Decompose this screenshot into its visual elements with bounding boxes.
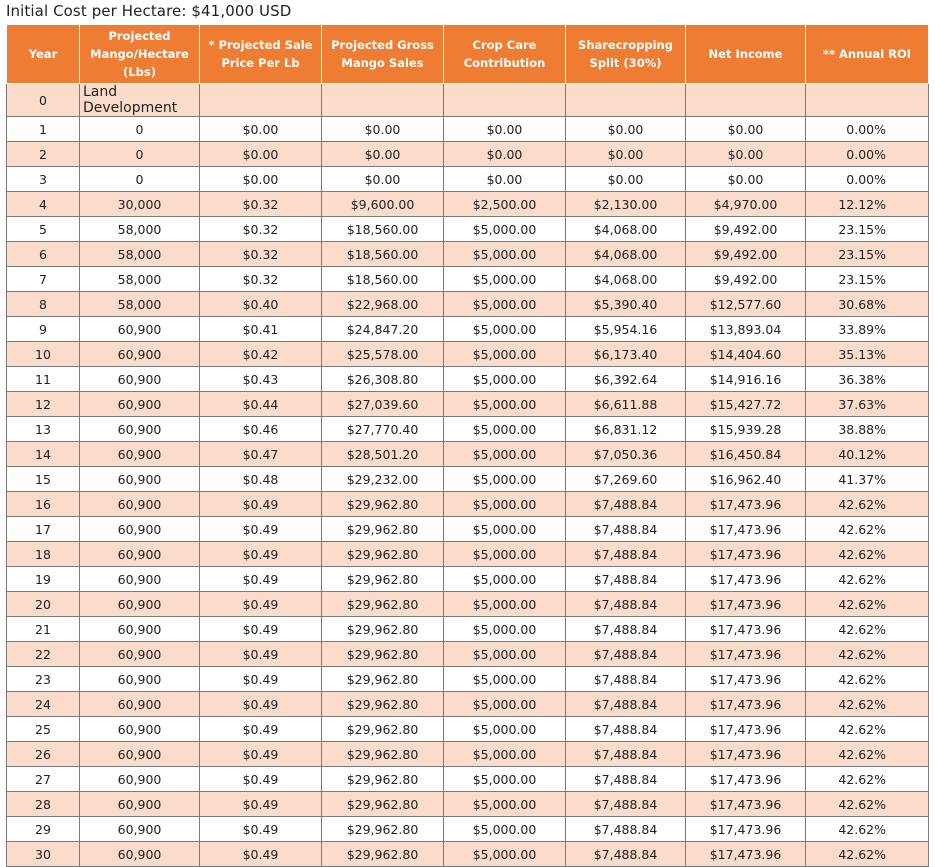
table-row: [7, 84, 929, 117]
cell-net-income: $4,970.00: [686, 192, 806, 217]
cell-sale-price: $0.49: [200, 717, 322, 742]
cell-gross-sales: $29,962.80: [322, 692, 444, 717]
cell-crop-care: $5,000.00: [444, 717, 566, 742]
cell-year: 14: [7, 442, 80, 467]
cell-sale-price: $0.32: [200, 217, 322, 242]
cell-net-income: $17,473.96: [686, 717, 806, 742]
table-row: [7, 242, 929, 267]
cell-crop-care: $5,000.00: [444, 292, 566, 317]
cell-sale-price: $0.49: [200, 792, 322, 817]
cell-crop-care: $5,000.00: [444, 767, 566, 792]
cell-mango-lbs: 58,000: [80, 217, 200, 242]
cell-sale-price: $0.49: [200, 542, 322, 567]
cell-net-income: $17,473.96: [686, 692, 806, 717]
cell-annual-roi: 42.62%: [806, 642, 929, 667]
cell-annual-roi: 35.13%: [806, 342, 929, 367]
cell-net-income: $0.00: [686, 167, 806, 192]
cell-year: 5: [7, 217, 80, 242]
cell-net-income: $13,893.04: [686, 317, 806, 342]
cell-gross-sales: $29,962.80: [322, 567, 444, 592]
cell-sharecropping: $5,390.40: [566, 292, 686, 317]
cell-gross-sales: $29,962.80: [322, 517, 444, 542]
cell-sale-price: $0.48: [200, 467, 322, 492]
table-row: [7, 567, 929, 592]
cell-sharecropping: $6,173.40: [566, 342, 686, 367]
table-row: [7, 217, 929, 242]
cell-gross-sales: $18,560.00: [322, 217, 444, 242]
cell-mango-lbs: 0: [80, 117, 200, 142]
cell-mango-lbs: 60,900: [80, 542, 200, 567]
cell-gross-sales: $29,962.80: [322, 817, 444, 842]
cell-sharecropping: $7,488.84: [566, 667, 686, 692]
cell-year: 7: [7, 267, 80, 292]
cell-sale-price: $0.49: [200, 592, 322, 617]
cell-year: 28: [7, 792, 80, 817]
cell-sale-price: $0.32: [200, 267, 322, 292]
cell-mango-lbs: 60,900: [80, 767, 200, 792]
cell-sale-price: $0.49: [200, 842, 322, 867]
header-mango-per-hectare: Projected Mango/Hectare (Lbs): [80, 25, 200, 84]
cell-mango-lbs: 60,900: [80, 342, 200, 367]
cell-net-income: $12,577.60: [686, 292, 806, 317]
cell-annual-roi: 40.12%: [806, 442, 929, 467]
cell-sharecropping: $6,611.88: [566, 392, 686, 417]
cell-sharecropping: $6,392.64: [566, 367, 686, 392]
cell-gross-sales: $29,962.80: [322, 767, 444, 792]
cell-net-income: $17,473.96: [686, 567, 806, 592]
cell-gross-sales: $18,560.00: [322, 267, 444, 292]
cell-net-income: $16,962.40: [686, 467, 806, 492]
cell-year: 22: [7, 642, 80, 667]
cell-gross-sales: $24,847.20: [322, 317, 444, 342]
cell-mango-lbs: 58,000: [80, 242, 200, 267]
cell-mango-lbs: 60,900: [80, 692, 200, 717]
cell-gross-sales: $29,232.00: [322, 467, 444, 492]
table-row: [7, 817, 929, 842]
cell-mango-lbs: 60,900: [80, 317, 200, 342]
cell-crop-care: $5,000.00: [444, 492, 566, 517]
cell-mango-lbs: 60,900: [80, 592, 200, 617]
cell-year: 1: [7, 117, 80, 142]
cell-net-income: $9,492.00: [686, 242, 806, 267]
header-crop-care: Crop Care Contribution: [444, 25, 566, 84]
cell-annual-roi: 38.88%: [806, 417, 929, 442]
cell-crop-care: $5,000.00: [444, 592, 566, 617]
table-row: [7, 367, 929, 392]
table-row: [7, 592, 929, 617]
cell-sharecropping: $7,269.60: [566, 467, 686, 492]
cell-mango-lbs: 60,900: [80, 392, 200, 417]
cell-net-income: $0.00: [686, 117, 806, 142]
cell-crop-care: $5,000.00: [444, 442, 566, 467]
header-row: [7, 25, 929, 84]
cell-year: 23: [7, 667, 80, 692]
cell-gross-sales: $0.00: [322, 117, 444, 142]
cell-net-income: $17,473.96: [686, 542, 806, 567]
cell-sharecropping: $7,050.36: [566, 442, 686, 467]
header-year: Year: [7, 25, 80, 84]
cell-annual-roi: 41.37%: [806, 467, 929, 492]
cell-annual-roi: 23.15%: [806, 217, 929, 242]
cell-empty: [686, 84, 806, 117]
cell-mango-lbs: 60,900: [80, 567, 200, 592]
cell-crop-care: $5,000.00: [444, 642, 566, 667]
cell-annual-roi: 12.12%: [806, 192, 929, 217]
cell-annual-roi: 42.62%: [806, 717, 929, 742]
cell-year: 18: [7, 542, 80, 567]
cell-crop-care: $5,000.00: [444, 342, 566, 367]
cell-crop-care: $5,000.00: [444, 567, 566, 592]
cell-net-income: $0.00: [686, 142, 806, 167]
cell-sale-price: $0.00: [200, 167, 322, 192]
cell-net-income: $16,450.84: [686, 442, 806, 467]
cell-sale-price: $0.49: [200, 517, 322, 542]
cell-gross-sales: $26,308.80: [322, 367, 444, 392]
cell-mango-lbs: 60,900: [80, 717, 200, 742]
table-row: [7, 342, 929, 367]
cell-net-income: $9,492.00: [686, 267, 806, 292]
cell-crop-care: $0.00: [444, 142, 566, 167]
table-row: [7, 742, 929, 767]
header-gross-sales: Projected Gross Mango Sales: [322, 25, 444, 84]
cell-year: 9: [7, 317, 80, 342]
cell-sale-price: $0.40: [200, 292, 322, 317]
cell-year: 11: [7, 367, 80, 392]
cell-annual-roi: 42.62%: [806, 842, 929, 867]
cell-annual-roi: 0.00%: [806, 142, 929, 167]
cell-mango-lbs: 30,000: [80, 192, 200, 217]
cell-gross-sales: $18,560.00: [322, 242, 444, 267]
cell-year: 30: [7, 842, 80, 867]
cell-annual-roi: 23.15%: [806, 242, 929, 267]
cell-mango-lbs: 58,000: [80, 267, 200, 292]
cell-mango-lbs: 0: [80, 167, 200, 192]
table-row: [7, 167, 929, 192]
cell-annual-roi: 37.63%: [806, 392, 929, 417]
cell-gross-sales: $29,962.80: [322, 617, 444, 642]
cell-mango-lbs: 0: [80, 142, 200, 167]
cell-annual-roi: 0.00%: [806, 117, 929, 142]
cell-annual-roi: 42.62%: [806, 767, 929, 792]
cell-sharecropping: $0.00: [566, 117, 686, 142]
cell-sharecropping: $7,488.84: [566, 492, 686, 517]
table-row: [7, 442, 929, 467]
cell-crop-care: $5,000.00: [444, 692, 566, 717]
cell-mango-lbs: 60,900: [80, 442, 200, 467]
roi-table: [6, 24, 929, 867]
cell-sale-price: $0.42: [200, 342, 322, 367]
cell-year: 2: [7, 142, 80, 167]
cell-year: 20: [7, 592, 80, 617]
cell-crop-care: $5,000.00: [444, 792, 566, 817]
cell-year: 29: [7, 817, 80, 842]
cell-sharecropping: $7,488.84: [566, 767, 686, 792]
cell-year: 4: [7, 192, 80, 217]
cell-sharecropping: $7,488.84: [566, 817, 686, 842]
cell-empty: [806, 84, 929, 117]
cell-crop-care: $5,000.00: [444, 367, 566, 392]
cell-year: 25: [7, 717, 80, 742]
table-row: [7, 667, 929, 692]
cell-mango-lbs: 60,900: [80, 467, 200, 492]
table-row: [7, 317, 929, 342]
cell-year: 6: [7, 242, 80, 267]
cell-net-income: $17,473.96: [686, 492, 806, 517]
header-net-income: Net Income: [686, 25, 806, 84]
cell-sharecropping: $4,068.00: [566, 267, 686, 292]
cell-annual-roi: 30.68%: [806, 292, 929, 317]
cell-mango-lbs: 60,900: [80, 817, 200, 842]
cell-net-income: $17,473.96: [686, 617, 806, 642]
cell-sale-price: $0.49: [200, 642, 322, 667]
table-row: [7, 717, 929, 742]
table-row: [7, 292, 929, 317]
cell-sharecropping: $0.00: [566, 167, 686, 192]
cell-sale-price: $0.43: [200, 367, 322, 392]
cell-sale-price: $0.47: [200, 442, 322, 467]
cell-sale-price: $0.49: [200, 692, 322, 717]
cell-sharecropping: $7,488.84: [566, 542, 686, 567]
cell-sale-price: $0.41: [200, 317, 322, 342]
cell-crop-care: $5,000.00: [444, 542, 566, 567]
table-row: [7, 467, 929, 492]
cell-empty: [200, 84, 322, 117]
cell-year: 13: [7, 417, 80, 442]
table-row: [7, 692, 929, 717]
page-title: Initial Cost per Hectare: $41,000 USD: [6, 2, 292, 20]
cell-crop-care: $5,000.00: [444, 517, 566, 542]
cell-crop-care: $0.00: [444, 117, 566, 142]
cell-annual-roi: 42.62%: [806, 542, 929, 567]
cell-sale-price: $0.49: [200, 742, 322, 767]
cell-sharecropping: $0.00: [566, 142, 686, 167]
cell-net-income: $14,916.16: [686, 367, 806, 392]
table-row: [7, 142, 929, 167]
table-row: [7, 767, 929, 792]
cell-sharecropping: $7,488.84: [566, 642, 686, 667]
cell-year: 3: [7, 167, 80, 192]
cell-gross-sales: $22,968.00: [322, 292, 444, 317]
cell-crop-care: $5,000.00: [444, 742, 566, 767]
cell-empty: [566, 84, 686, 117]
cell-sharecropping: $7,488.84: [566, 517, 686, 542]
cell-crop-care: $5,000.00: [444, 817, 566, 842]
cell-gross-sales: $29,962.80: [322, 667, 444, 692]
cell-sharecropping: $4,068.00: [566, 217, 686, 242]
cell-sale-price: $0.32: [200, 242, 322, 267]
cell-mango-lbs: 60,900: [80, 517, 200, 542]
cell-sale-price: $0.00: [200, 142, 322, 167]
cell-gross-sales: $0.00: [322, 142, 444, 167]
cell-sharecropping: $7,488.84: [566, 742, 686, 767]
cell-net-income: $17,473.96: [686, 517, 806, 542]
table-row: [7, 192, 929, 217]
cell-year: 15: [7, 467, 80, 492]
cell-gross-sales: $29,962.80: [322, 642, 444, 667]
cell-sharecropping: $6,831.12: [566, 417, 686, 442]
cell-year: 21: [7, 617, 80, 642]
cell-gross-sales: $27,039.60: [322, 392, 444, 417]
cell-sharecropping: $7,488.84: [566, 617, 686, 642]
cell-gross-sales: $29,962.80: [322, 742, 444, 767]
cell-net-income: $17,473.96: [686, 742, 806, 767]
cell-net-income: $17,473.96: [686, 667, 806, 692]
cell-annual-roi: 42.62%: [806, 517, 929, 542]
cell-mango-lbs: 60,900: [80, 642, 200, 667]
cell-sharecropping: $7,488.84: [566, 592, 686, 617]
cell-sale-price: $0.44: [200, 392, 322, 417]
cell-net-income: $17,473.96: [686, 792, 806, 817]
cell-gross-sales: $29,962.80: [322, 842, 444, 867]
cell-sale-price: $0.49: [200, 492, 322, 517]
land-development-note: Land Development: [80, 84, 200, 117]
cell-mango-lbs: 60,900: [80, 367, 200, 392]
table-row: [7, 642, 929, 667]
cell-crop-care: $5,000.00: [444, 317, 566, 342]
table-row: [7, 842, 929, 867]
cell-sharecropping: $7,488.84: [566, 567, 686, 592]
table-row: [7, 117, 929, 142]
cell-crop-care: $5,000.00: [444, 842, 566, 867]
cell-net-income: $15,427.72: [686, 392, 806, 417]
cell-net-income: $17,473.96: [686, 817, 806, 842]
cell-crop-care: $5,000.00: [444, 267, 566, 292]
cell-gross-sales: $28,501.20: [322, 442, 444, 467]
cell-net-income: $9,492.00: [686, 217, 806, 242]
cell-annual-roi: 33.89%: [806, 317, 929, 342]
table-row: [7, 392, 929, 417]
table-row: [7, 417, 929, 442]
cell-empty: [322, 84, 444, 117]
table-row: [7, 792, 929, 817]
table-row: [7, 492, 929, 517]
cell-sharecropping: $4,068.00: [566, 242, 686, 267]
cell-crop-care: $5,000.00: [444, 417, 566, 442]
cell-sale-price: $0.32: [200, 192, 322, 217]
cell-sharecropping: $2,130.00: [566, 192, 686, 217]
cell-gross-sales: $9,600.00: [322, 192, 444, 217]
cell-net-income: $14,404.60: [686, 342, 806, 367]
table-row: [7, 517, 929, 542]
cell-year: 27: [7, 767, 80, 792]
cell-crop-care: $5,000.00: [444, 467, 566, 492]
table-row: [7, 617, 929, 642]
cell-year: 24: [7, 692, 80, 717]
cell-crop-care: $5,000.00: [444, 667, 566, 692]
cell-sale-price: $0.49: [200, 617, 322, 642]
cell-gross-sales: $29,962.80: [322, 792, 444, 817]
cell-annual-roi: 23.15%: [806, 267, 929, 292]
cell-mango-lbs: 60,900: [80, 492, 200, 517]
cell-annual-roi: 36.38%: [806, 367, 929, 392]
cell-year: 0: [7, 84, 80, 117]
cell-mango-lbs: 60,900: [80, 742, 200, 767]
cell-sale-price: $0.49: [200, 817, 322, 842]
cell-sharecropping: $5,954.16: [566, 317, 686, 342]
cell-net-income: $17,473.96: [686, 592, 806, 617]
cell-year: 16: [7, 492, 80, 517]
cell-year: 17: [7, 517, 80, 542]
cell-annual-roi: 42.62%: [806, 592, 929, 617]
cell-sale-price: $0.49: [200, 667, 322, 692]
cell-annual-roi: 42.62%: [806, 817, 929, 842]
cell-sharecropping: $7,488.84: [566, 792, 686, 817]
cell-crop-care: $0.00: [444, 167, 566, 192]
cell-crop-care: $5,000.00: [444, 242, 566, 267]
cell-mango-lbs: 58,000: [80, 292, 200, 317]
cell-mango-lbs: 60,900: [80, 417, 200, 442]
cell-crop-care: $2,500.00: [444, 192, 566, 217]
cell-net-income: $15,939.28: [686, 417, 806, 442]
cell-gross-sales: $29,962.80: [322, 592, 444, 617]
cell-annual-roi: 42.62%: [806, 567, 929, 592]
cell-gross-sales: $27,770.40: [322, 417, 444, 442]
cell-net-income: $17,473.96: [686, 842, 806, 867]
cell-annual-roi: 0.00%: [806, 167, 929, 192]
cell-annual-roi: 42.62%: [806, 792, 929, 817]
cell-year: 26: [7, 742, 80, 767]
cell-mango-lbs: 60,900: [80, 792, 200, 817]
header-annual-roi: ** Annual ROI: [806, 25, 929, 84]
cell-gross-sales: $29,962.80: [322, 542, 444, 567]
table-row: [7, 267, 929, 292]
cell-gross-sales: $29,962.80: [322, 717, 444, 742]
cell-annual-roi: 42.62%: [806, 617, 929, 642]
cell-gross-sales: $0.00: [322, 167, 444, 192]
cell-gross-sales: $29,962.80: [322, 492, 444, 517]
cell-sale-price: $0.49: [200, 567, 322, 592]
header-sharecropping: Sharecropping Split (30%): [566, 25, 686, 84]
cell-year: 10: [7, 342, 80, 367]
cell-annual-roi: 42.62%: [806, 742, 929, 767]
cell-mango-lbs: 60,900: [80, 617, 200, 642]
cell-annual-roi: 42.62%: [806, 692, 929, 717]
cell-net-income: $17,473.96: [686, 642, 806, 667]
cell-empty: [444, 84, 566, 117]
cell-annual-roi: 42.62%: [806, 667, 929, 692]
cell-sale-price: $0.49: [200, 767, 322, 792]
cell-crop-care: $5,000.00: [444, 617, 566, 642]
cell-year: 12: [7, 392, 80, 417]
cell-mango-lbs: 60,900: [80, 842, 200, 867]
cell-year: 8: [7, 292, 80, 317]
cell-crop-care: $5,000.00: [444, 217, 566, 242]
cell-mango-lbs: 60,900: [80, 667, 200, 692]
cell-sharecropping: $7,488.84: [566, 842, 686, 867]
cell-sale-price: $0.00: [200, 117, 322, 142]
cell-sharecropping: $7,488.84: [566, 717, 686, 742]
header-sale-price: * Projected Sale Price Per Lb: [200, 25, 322, 84]
cell-net-income: $17,473.96: [686, 767, 806, 792]
cell-year: 19: [7, 567, 80, 592]
cell-annual-roi: 42.62%: [806, 492, 929, 517]
table-row: [7, 542, 929, 567]
cell-sale-price: $0.46: [200, 417, 322, 442]
cell-crop-care: $5,000.00: [444, 392, 566, 417]
cell-sharecropping: $7,488.84: [566, 692, 686, 717]
cell-gross-sales: $25,578.00: [322, 342, 444, 367]
